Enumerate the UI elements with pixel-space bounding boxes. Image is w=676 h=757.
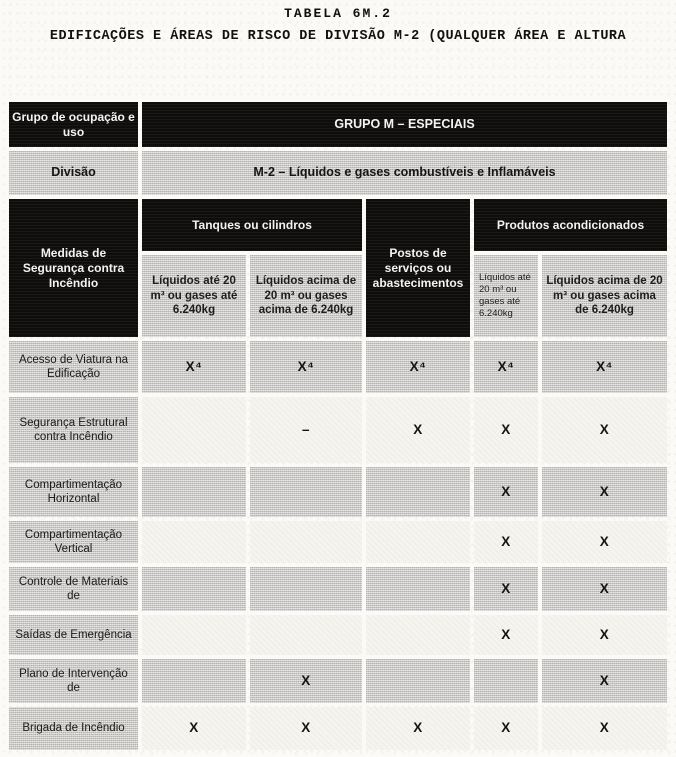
mark-cell: [250, 615, 362, 655]
group-row-label: Grupo de ocupação e uso: [9, 102, 138, 147]
row-label: Acesso de Viatura na Edificação: [9, 341, 138, 393]
mark-cell: [142, 659, 246, 703]
column-group-tanques: Tanques ou cilindros: [142, 199, 362, 251]
subheader-tanques-acima: Líquidos acima de 20 m³ ou gases acima de 6.240kg: [250, 255, 362, 337]
row-label: Segurança Estrutural contra Incêndio: [9, 397, 138, 463]
mark-cell: [142, 615, 246, 655]
row-label: Saídas de Emergência: [9, 615, 138, 655]
mark-cell: [366, 567, 470, 611]
mark-cell: –: [250, 397, 362, 463]
mark-cell: X: [542, 615, 667, 655]
column-group-produtos: Produtos acondicionados: [474, 199, 667, 251]
mark-cell: X: [474, 707, 538, 750]
mark-cell: [474, 659, 538, 703]
mark-cell: X: [542, 521, 667, 563]
mark-cell: X: [542, 707, 667, 750]
column-group-postos: Postos de serviços ou abastecimentos: [366, 199, 470, 337]
mark-cell: [142, 567, 246, 611]
mark-cell: X: [142, 707, 246, 750]
mark-cell: X⁴: [474, 341, 538, 393]
mark-cell: X: [474, 397, 538, 463]
group-row-value: GRUPO M – ESPECIAIS: [142, 102, 667, 147]
mark-cell: X: [474, 467, 538, 517]
mark-cell: X: [542, 467, 667, 517]
subheader-tanques-ate: Líquidos até 20 m³ ou gases até 6.240kg: [142, 255, 246, 337]
document-title: TABELA 6M.2: [284, 6, 392, 21]
mark-cell: X: [474, 567, 538, 611]
subheader-produtos-acima: Líquidos acima de 20 m³ ou gases acima de 6.240kg: [542, 255, 667, 337]
division-row-label: Divisão: [9, 151, 138, 195]
mark-cell: X: [250, 707, 362, 750]
mark-cell: X: [542, 659, 667, 703]
row-label: Brigada de Incêndio: [9, 707, 138, 750]
mark-cell: X⁴: [142, 341, 246, 393]
mark-cell: [250, 567, 362, 611]
mark-cell: [142, 521, 246, 563]
mark-cell: [142, 397, 246, 463]
row-label: Compartimentação Vertical: [9, 521, 138, 563]
fire-safety-table: [9, 102, 667, 750]
mark-cell: X: [366, 397, 470, 463]
mark-cell: [366, 659, 470, 703]
mark-cell: [366, 521, 470, 563]
document-subtitle: EDIFICAÇÕES E ÁREAS DE RISCO DE DIVISÃO M-2 (QUALQUER ÁREA E ALTURA: [49, 29, 627, 44]
row-label: Controle de Materiais de: [9, 567, 138, 611]
mark-cell: [142, 467, 246, 517]
mark-cell: X⁴: [542, 341, 667, 393]
mark-cell: X: [542, 397, 667, 463]
division-row-value: M-2 – Líquidos e gases combustíveis e Inflamáveis: [142, 151, 667, 195]
mark-cell: X⁴: [366, 341, 470, 393]
mark-cell: [366, 467, 470, 517]
mark-cell: X: [250, 659, 362, 703]
mark-cell: [250, 467, 362, 517]
row-label: Plano de Intervenção de: [9, 659, 138, 703]
mark-cell: X: [474, 615, 538, 655]
measures-header: Medidas de Segurança contra Incêndio: [9, 199, 138, 337]
row-label: Compartimentação Horizontal: [9, 467, 138, 517]
subheader-produtos-ate: Líquidos até 20 m³ ou gases até 6.240kg: [474, 255, 538, 337]
mark-cell: [366, 615, 470, 655]
mark-cell: X: [474, 521, 538, 563]
mark-cell: X⁴: [250, 341, 362, 393]
mark-cell: X: [542, 567, 667, 611]
mark-cell: [250, 521, 362, 563]
mark-cell: X: [366, 707, 470, 750]
